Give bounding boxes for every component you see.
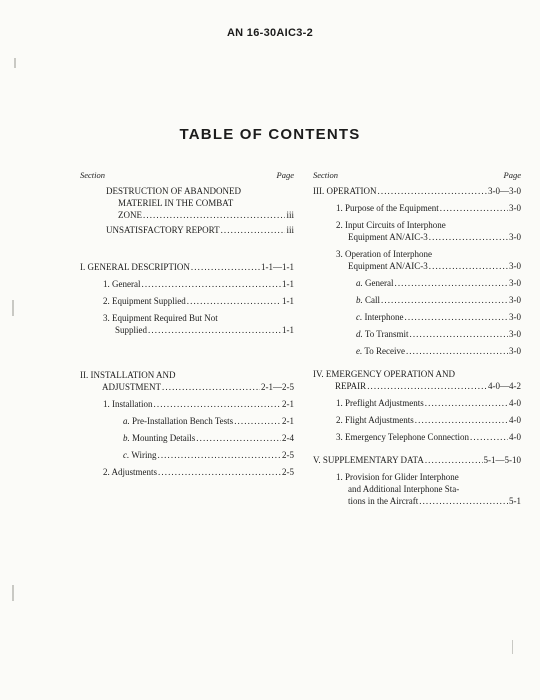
- entry-text: Equipment AN/AIC-3: [348, 232, 428, 242]
- entry-letter: b.: [356, 295, 363, 305]
- dot-leader: [141, 278, 281, 290]
- dot-leader: [440, 202, 508, 214]
- entry-page: 4-0: [509, 432, 521, 442]
- dot-leader: [367, 380, 487, 392]
- entry-text: Interphone: [362, 312, 404, 322]
- dot-leader: [429, 260, 508, 272]
- toc-entry-section-2: [80, 369, 294, 393]
- entry-letter: d.: [356, 329, 363, 339]
- dot-leader: [381, 294, 508, 306]
- dot-leader: [157, 449, 281, 461]
- entry-text: Equipment AN/AIC-3: [348, 261, 428, 271]
- dot-leader: [406, 345, 508, 357]
- toc-entry-subitem: [313, 328, 521, 340]
- toc-entry-destruction: [80, 185, 294, 221]
- scan-mark: [12, 300, 14, 316]
- entry-page: 3-0: [509, 203, 521, 213]
- toc-entry-item: [313, 397, 521, 409]
- toc-entry-section-5: [313, 454, 521, 466]
- entry-text: V. SUPPLEMENTARY DATA: [313, 455, 424, 465]
- entry-page: 1-1: [282, 296, 294, 306]
- entry-page: 3-0: [509, 329, 521, 339]
- section-label: Section: [313, 170, 339, 180]
- entry-page: 2-4: [282, 433, 294, 443]
- entry-text: 1. Purpose of the Equipment: [336, 203, 439, 213]
- entry-letter: c.: [356, 312, 363, 322]
- toc-entry-item: [80, 466, 294, 478]
- toc-entry-item: [80, 312, 294, 336]
- entry-page: 4-0—4-2: [488, 381, 521, 391]
- entry-text: III. OPERATION: [313, 186, 377, 196]
- entry-page: 1-1: [282, 279, 294, 289]
- entry-page: 3-0: [509, 278, 521, 288]
- dot-leader: [425, 454, 483, 466]
- dot-leader: [470, 431, 508, 443]
- entry-letter: b.: [123, 433, 130, 443]
- entry-text: 2. Equipment Supplied: [103, 296, 186, 306]
- entry-text: ADJUSTMENT: [102, 382, 162, 392]
- entry-page: 3-0: [509, 346, 521, 356]
- toc-entry-subitem: [313, 345, 521, 357]
- entry-line: DESTRUCTION OF ABANDONED: [106, 186, 242, 196]
- entry-text: Call: [362, 295, 380, 305]
- dot-leader: [409, 328, 508, 340]
- entry-page: 2-5: [282, 450, 294, 460]
- entry-page: 3-0: [509, 312, 521, 322]
- toc-entry-item: [313, 431, 521, 443]
- entry-letter: a.: [123, 416, 130, 426]
- dot-leader: [429, 231, 508, 243]
- entry-text: Pre-Installation Bench Tests: [129, 416, 234, 426]
- entry-page: 2-1—2-5: [261, 382, 294, 392]
- entry-text: REPAIR: [335, 381, 367, 391]
- dot-leader: [415, 414, 508, 426]
- entry-text: Supplied: [115, 325, 148, 335]
- toc-entry-item: [313, 471, 521, 507]
- dot-leader: [187, 295, 281, 307]
- dot-leader: [191, 261, 260, 273]
- entry-letter: a.: [356, 278, 363, 288]
- toc-entry-subitem: [80, 449, 294, 461]
- dot-leader: [234, 415, 281, 427]
- scan-mark: [512, 640, 513, 654]
- toc-entry-item: [80, 398, 294, 410]
- toc-entry-subitem: [313, 277, 521, 289]
- toc-entry-section-4: [313, 368, 521, 392]
- dot-leader: [404, 311, 508, 323]
- entry-text: Mounting Details: [129, 433, 196, 443]
- toc-entry-item: [80, 295, 294, 307]
- entry-page: 4-0: [509, 415, 521, 425]
- entry-page: 3-0: [509, 232, 521, 242]
- page-label: Page: [503, 170, 521, 180]
- dot-leader: [148, 324, 281, 336]
- entry-text: To Transmit: [362, 329, 409, 339]
- entry-text: 1. General: [103, 279, 141, 289]
- entry-letter: c.: [123, 450, 130, 460]
- entry-text: tions in the Aircraft: [348, 496, 419, 506]
- toc-right-column: [313, 170, 521, 512]
- entry-page: 2-1: [282, 399, 294, 409]
- entry-page: 1-1—1-1: [261, 262, 294, 272]
- toc-entry-unsatisfactory-report: [80, 224, 294, 236]
- entry-line: II. INSTALLATION AND: [80, 370, 176, 380]
- entry-page: 3-0—3-0: [488, 186, 521, 196]
- toc-entry-item: [313, 202, 521, 214]
- dot-leader: [378, 185, 488, 197]
- entry-letter: e.: [356, 346, 363, 356]
- toc-entry-subitem: [313, 311, 521, 323]
- entry-line: MATERIEL IN THE COMBAT: [118, 198, 234, 208]
- entry-text: 2. Flight Adjustments: [336, 415, 414, 425]
- toc-entry-item: [313, 219, 521, 243]
- entry-page: iii: [286, 225, 294, 235]
- entry-line: 3. Equipment Required But Not: [103, 313, 218, 323]
- entry-text: ZONE: [118, 210, 142, 220]
- entry-text: UNSATISFACTORY REPORT: [106, 225, 220, 235]
- toc-entry-subitem: [80, 415, 294, 427]
- entry-text: 2. Adjustments: [103, 467, 158, 477]
- entry-text: General: [362, 278, 394, 288]
- toc-entry-item: [313, 414, 521, 426]
- entry-page: 2-5: [282, 467, 294, 477]
- document-number: AN 16-30AIC3-2: [226, 27, 314, 39]
- entry-text: 1. Installation: [103, 399, 153, 409]
- dot-leader: [162, 381, 260, 393]
- entry-page: iii: [286, 210, 294, 220]
- page-label: Page: [276, 170, 294, 180]
- entry-page: 1-1: [282, 325, 294, 335]
- toc-entry-subitem: [80, 432, 294, 444]
- column-header: [80, 170, 294, 180]
- toc-entry-section-1: [80, 261, 294, 273]
- toc-entry-section-3: [313, 185, 521, 197]
- entry-text: 3. Emergency Telephone Connection: [336, 432, 470, 442]
- dot-leader: [196, 432, 281, 444]
- entry-page: 3-0: [509, 261, 521, 271]
- entry-text: 1. Preflight Adjustments: [336, 398, 424, 408]
- dot-leader: [419, 495, 508, 507]
- column-header: [313, 170, 521, 180]
- entry-page: 4-0: [509, 398, 521, 408]
- page-title: TABLE OF CONTENTS: [179, 126, 361, 143]
- dot-leader: [425, 397, 508, 409]
- scan-mark: [12, 585, 14, 601]
- toc-entry-item: [313, 248, 521, 272]
- entry-text: I. GENERAL DESCRIPTION: [80, 262, 190, 272]
- toc-left-column: [80, 170, 294, 483]
- entry-page: 2-1: [282, 416, 294, 426]
- dot-leader: [154, 398, 282, 410]
- dot-leader: [221, 224, 286, 236]
- toc-entry-subitem: [313, 294, 521, 306]
- dot-leader: [143, 209, 285, 221]
- section-label: Section: [80, 170, 106, 180]
- entry-line: IV. EMERGENCY OPERATION AND: [313, 369, 456, 379]
- entry-text: Wiring: [129, 450, 157, 460]
- entry-page: 3-0: [509, 295, 521, 305]
- entry-line: and Additional Interphone Sta-: [348, 484, 460, 494]
- entry-page: 5-1: [509, 496, 521, 506]
- dot-leader: [394, 277, 508, 289]
- entry-line: 1. Provision for Glider Interphone: [336, 472, 459, 482]
- toc-entry-item: [80, 278, 294, 290]
- entry-text: To Receive: [362, 346, 405, 356]
- entry-line: 3. Operation of Interphone: [336, 249, 432, 259]
- scan-mark: [14, 58, 16, 68]
- entry-line: 2. Input Circuits of Interphone: [336, 220, 446, 230]
- dot-leader: [158, 466, 281, 478]
- entry-page: 5-1—5-10: [483, 455, 521, 465]
